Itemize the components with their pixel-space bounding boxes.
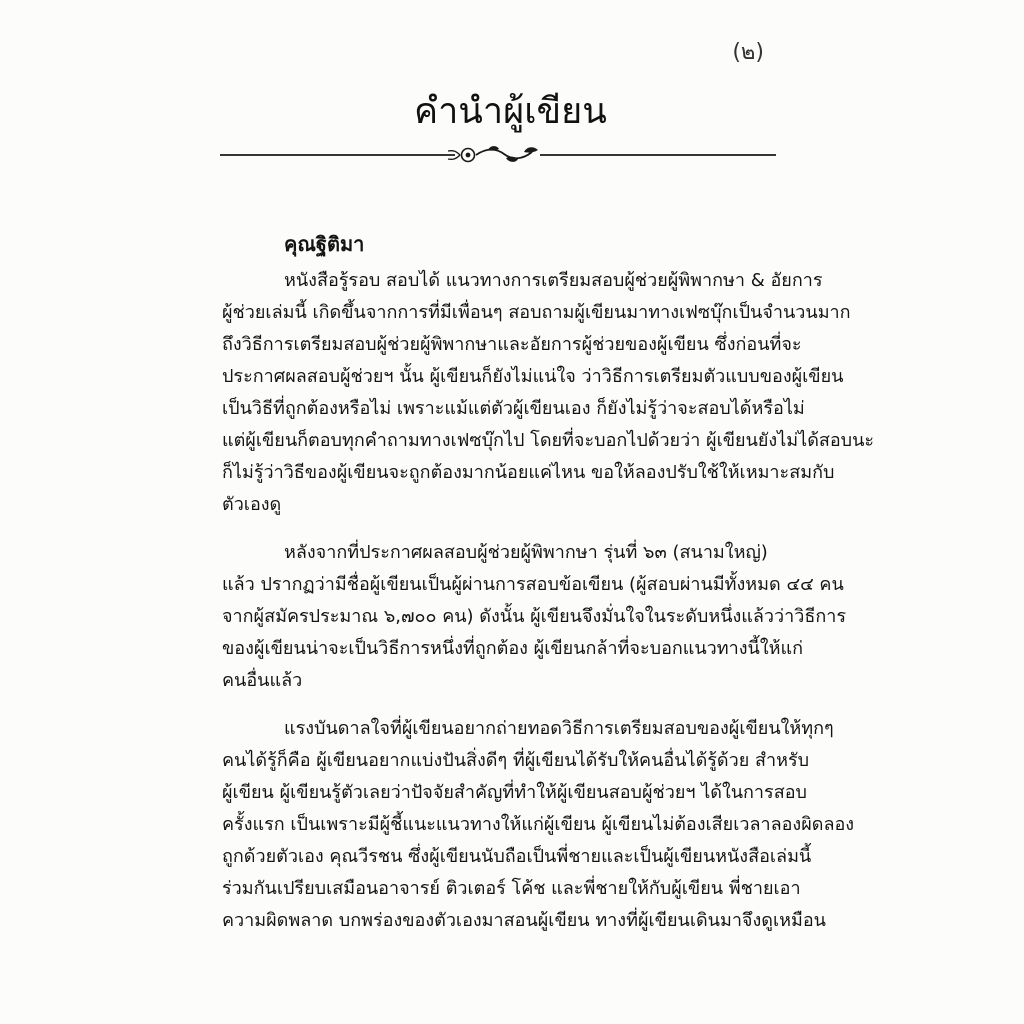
body-line: ตัวเองดู: [222, 494, 282, 515]
body-line: หลังจากที่ประกาศผลสอบผู้ช่วยผู้พิพากษา รุ่นที่ ๖๓ (สนามใหญ่): [284, 542, 768, 563]
body-line: คนอื่นแล้ว: [222, 670, 303, 691]
body-line: ผู้ช่วยเล่มนี้ เกิดขึ้นจากการที่มีเพื่อนๆ สอบถามผู้เขียนมาทางเฟซบุ๊กเป็นจำนวนมาก: [222, 302, 851, 323]
body-line: แต่ผู้เขียนก็ตอบทุกคำถามทางเฟซบุ๊กไป โดยที่จะบอกไปด้วยว่า ผู้เขียนยังไม่ได้สอบนะ: [222, 430, 875, 451]
body-line: ครั้งแรก เป็นเพราะมีผู้ชี้แนะแนวทางให้แก่ผู้เขียน ผู้เขียนไม่ต้องเสียเวลาลองผิดลอง: [222, 814, 855, 835]
body-line: ก็ไม่รู้ว่าวิธีของผู้เขียนจะถูกต้องมากน้อยแค่ไหน ขอให้ลองปรับใช้ให้เหมาะสมกับ: [222, 462, 835, 483]
page-number: (๒): [732, 40, 764, 65]
body-line: ถูกด้วยตัวเอง คุณวีรชน ซึ่งผู้เขียนนับถือเป็นพี่ชายและเป็นผู้เขียนหนังสือเล่มนี้: [222, 846, 812, 867]
page-title: คำนำผู้เขียน: [414, 91, 607, 132]
body-line: แล้ว ปรากฏว่ามีชื่อผู้เขียนเป็นผู้ผ่านการสอบข้อเขียน (ผู้สอบผ่านมีทั้งหมด ๔๔ คน: [222, 574, 844, 595]
body-line: หนังสือรู้รอบ สอบได้ แนวทางการเตรียมสอบผู้ช่วยผู้พิพากษา & อัยการ: [284, 270, 823, 291]
body-line: แรงบันดาลใจที่ผู้เขียนอยากถ่ายทอดวิธีการเตรียมสอบของผู้เขียนให้ทุกๆ: [284, 718, 834, 739]
body-line: ประกาศผลสอบผู้ช่วยฯ นั้น ผู้เขียนก็ยังไม่แน่ใจ ว่าวิธีการเตรียมตัวแบบของผู้เขียน: [222, 366, 844, 387]
body-line: ร่วมกันเปรียบเสมือนอาจารย์ ติวเตอร์ โค้ช และพี่ชายให้กับผู้เขียน พี่ชายเอา: [222, 878, 801, 899]
flower-vine-divider-icon: [220, 142, 776, 168]
body-line: คนได้รู้ก็คือ ผู้เขียนอยากแบ่งปันสิ่งดีๆ ที่ผู้เขียนได้รับให้คนอื่นได้รู้ด้วย สำหรับ: [222, 750, 810, 771]
body-line: ความผิดพลาด บกพร่องของตัวเองมาสอนผู้เขียน ทางที่ผู้เขียนเดินมาจึงดูเหมือน: [222, 910, 826, 931]
body-line: เป็นวิธีที่ถูกต้องหรือไม่ เพราะแม้แต่ตัวผู้เขียนเอง ก็ยังไม่รู้ว่าจะสอบได้หรือไม่: [222, 398, 805, 419]
salutation: คุณฐิติมา: [284, 232, 365, 256]
body-line: ของผู้เขียนน่าจะเป็นวิธีการหนึ่งที่ถูกต้อง ผู้เขียนกล้าที่จะบอกแนวทางนี้ให้แก่: [222, 638, 804, 659]
body-line: จากผู้สมัครประมาณ ๖,๗๐๐ คน) ดังนั้น ผู้เขียนจึงมั่นใจในระดับหนึ่งแล้วว่าวิธีการ: [222, 606, 847, 627]
body-line: ผู้เขียน ผู้เขียนรู้ตัวเลยว่าปัจจัยสำคัญที่ทำให้ผู้เขียนสอบผู้ช่วยฯ ได้ในการสอบ: [222, 782, 807, 803]
body-line: ถึงวิธีการเตรียมสอบผู้ช่วยผู้พิพากษาและอัยการผู้ช่วยของผู้เขียน ซึ่งก่อนที่จะ: [222, 334, 802, 355]
